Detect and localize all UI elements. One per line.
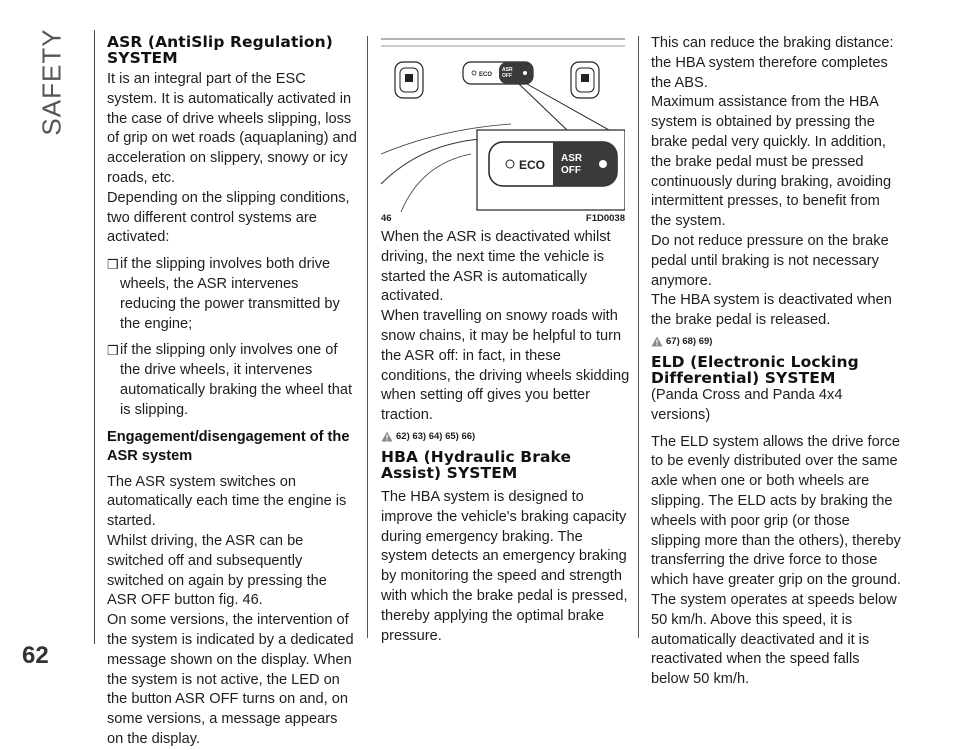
warning-reference xyxy=(381,428,631,446)
figure-asr-button xyxy=(381,34,625,212)
warning-triangle-icon xyxy=(381,431,393,442)
list-item xyxy=(107,255,357,334)
eco-button-label: ECO xyxy=(519,158,546,172)
section-label xyxy=(22,28,82,136)
paragraph: When travelling on snowy roads with snow chains, it may be helpful to turn the ASR off: in fact, in these conditions, the driving wheels skidding when setting off gives you better traction. xyxy=(381,308,630,424)
section-label-text: SAFETY xyxy=(36,28,67,136)
figure-number: 46 xyxy=(381,213,392,224)
paragraph: It is an integral part of the ESC system. It is automatically activated in the case of drive wheels slipping, loss of grip on wet roads (aquaplaning) and acceleration on slippery, snowy or icy roads, etc. xyxy=(107,71,357,186)
asr-button-label-2: OFF xyxy=(561,165,581,176)
paragraph: Depending on the slipping conditions, two different control systems are activated: xyxy=(107,189,350,246)
paragraph: The HBA system is designed to improve the vehicle's braking capacity during emergency braking. The system detects an emergency braking by monitoring the speed and strength with which the brake pedal is pressed, thereby applying the optimal brake pressure. xyxy=(381,488,628,644)
column-3 xyxy=(651,34,901,690)
eld-subtitle: (Panda Cross and Panda 4x4 versions) xyxy=(651,386,843,423)
checkbox-bullet-icon: ❒ xyxy=(107,343,119,359)
list-item xyxy=(107,341,357,420)
figure-code: F1D0038 xyxy=(585,213,625,224)
paragraph: The ELD system allows the drive force to be evenly distributed over the same axle when one or both wheels are slipping. The ELD acts by braking the wheels with poor grip (or those slipping more than the others), thereby transferring the drive force to those which have greater grip on the ground. The system operates at speeds below 50 km/h. Above this speed, it is automatically deactivated and it is reactivated when the speed falls below 50 km/h. xyxy=(651,433,901,688)
paragraph: This can reduce the braking distance: the HBA system therefore completes the ABS. xyxy=(651,35,894,91)
warning-triangle-icon xyxy=(651,336,663,347)
page-number: 62 xyxy=(22,642,49,669)
hba-heading: HBA (Hydraulic Brake Assist) SYSTEM xyxy=(381,447,572,482)
paragraph: On some versions, the intervention of the system is indicated by a dedicated message shown on the display. When the system is not active, the LED on the button ASR OFF turns on and, on some versions, a message appears on the display. xyxy=(107,612,354,747)
paragraph: Whilst driving, the ASR can be switched off and subsequently switched on again by pressing the ASR OFF button fig. 46. xyxy=(107,532,327,609)
asr-button-label-1: ASR xyxy=(561,153,583,164)
list-item-text: if the slipping only involves one of the drive wheels, it intervenes automatically braking the wheel that is slipping. xyxy=(120,342,353,418)
warning-refs-text: 67) 68) 69) xyxy=(666,336,713,348)
eco-small-label: ECO xyxy=(479,72,493,78)
list-item-text: if the slipping involves both drive wheels, the ASR intervenes reducing the power transmitted by the engine; xyxy=(120,256,340,332)
column-2 xyxy=(381,228,631,646)
checkbox-bullet-icon: ❒ xyxy=(107,257,119,273)
asr-engagement-subheading: Engagement/disengagement of the ASR system xyxy=(107,428,350,464)
paragraph: The HBA system is deactivated when the brake pedal is released. xyxy=(651,292,892,329)
paragraph: Maximum assistance from the HBA system is obtained by pressing the brake pedal very quickly. In addition, the brake pedal must be pressed continuously during braking, avoiding intermittent presses, to benefit from the system. xyxy=(651,94,892,230)
figure-caption xyxy=(381,213,625,224)
eld-heading: ELD (Electronic Locking Differential) SYSTEM xyxy=(651,352,859,387)
paragraph: When the ASR is deactivated whilst driving, the next time the vehicle is started the ASR is automatically activated. xyxy=(381,229,611,305)
dashboard-illustration xyxy=(381,34,625,212)
asr-small-label-1: ASR xyxy=(502,67,513,73)
sidebar-divider xyxy=(94,30,95,644)
column-divider xyxy=(638,36,639,638)
warning-reference xyxy=(651,333,901,351)
column-divider xyxy=(367,36,368,638)
paragraph: Do not reduce pressure on the brake pedal until braking is not necessary anymore. xyxy=(651,232,889,289)
column-1 xyxy=(107,34,357,750)
asr-small-label-2: OFF xyxy=(502,73,512,79)
warning-refs-text: 62) 63) 64) 65) 66) xyxy=(396,431,476,443)
paragraph: The ASR system switches on automatically each time the engine is started. xyxy=(107,473,347,530)
asr-heading: ASR (AntiSlip Regulation) SYSTEM xyxy=(107,33,333,67)
